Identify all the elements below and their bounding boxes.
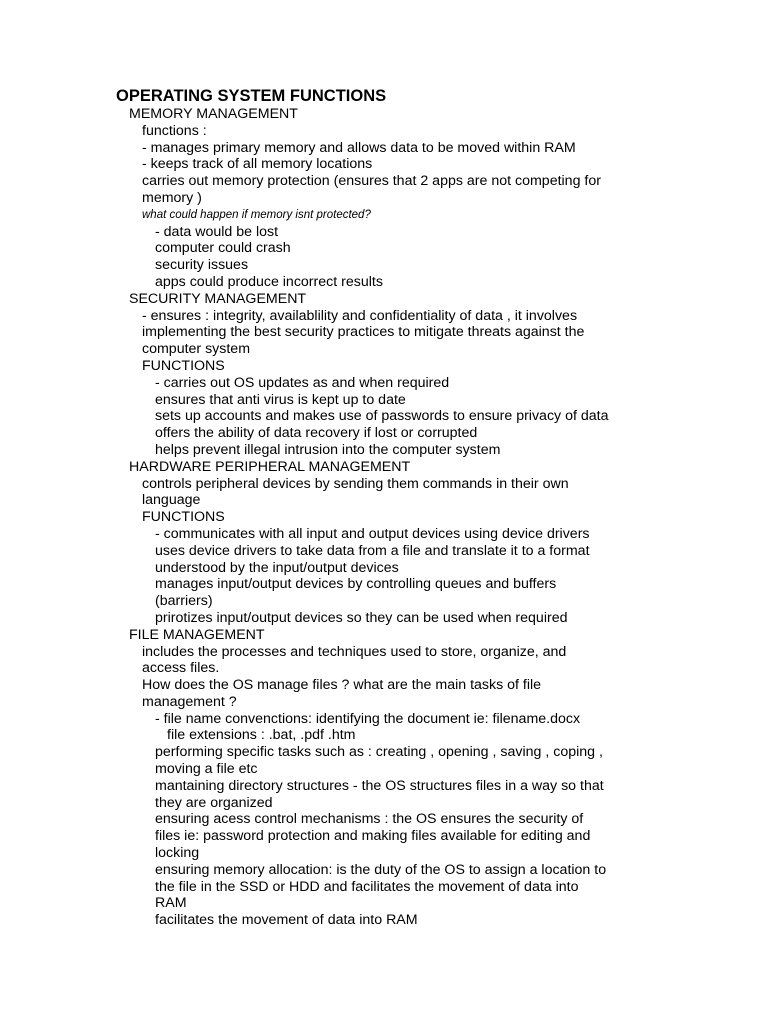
document-title: OPERATING SYSTEM FUNCTIONS bbox=[116, 87, 387, 105]
text-line: file extensions : .bat, .pdf .htm bbox=[167, 727, 356, 744]
text-line: - carries out OS updates as and when required bbox=[155, 374, 450, 391]
text-line: ensures that anti virus is kept up to date bbox=[155, 391, 406, 408]
text-line: locking bbox=[155, 845, 200, 862]
text-line: (barriers) bbox=[155, 593, 213, 610]
text-line: - keeps track of all memory locations bbox=[142, 156, 373, 173]
text-line: includes the processes and techniques used to store, organize, and bbox=[142, 643, 567, 660]
text-line: FUNCTIONS bbox=[142, 357, 225, 374]
text-line: manages input/output devices by controlling queues and buffers bbox=[155, 576, 557, 593]
text-line: - data would be lost bbox=[155, 223, 279, 240]
text-line: facilitates the movement of data into RAM bbox=[155, 912, 418, 929]
text-line: they are organized bbox=[155, 794, 273, 811]
text-line: access files. bbox=[142, 660, 220, 677]
text-line: - ensures : integrity, availablility and confidentiality of data , it involves bbox=[142, 307, 578, 324]
text-line: uses device drivers to take data from a file and translate it to a format bbox=[155, 542, 590, 559]
text-line: controls peripheral devices by sending them commands in their own bbox=[142, 475, 569, 492]
note-line: what could happen if memory isnt protected? bbox=[142, 208, 371, 221]
text-line: mantaining directory structures - the OS structures files in a way so that bbox=[155, 777, 604, 794]
text-line: computer system bbox=[142, 341, 251, 358]
text-line: language bbox=[142, 492, 201, 509]
text-line: files ie: password protection and making files available for editing and bbox=[155, 828, 591, 845]
text-line: RAM bbox=[155, 895, 187, 912]
section-heading: FILE MANAGEMENT bbox=[129, 626, 265, 643]
text-line: - manages primary memory and allows data to be moved within RAM bbox=[142, 139, 576, 156]
text-line: - communicates with all input and output devices using device drivers bbox=[155, 525, 590, 542]
section-heading: SECURITY MANAGEMENT bbox=[129, 290, 307, 307]
text-line: helps prevent illegal intrusion into the computer system bbox=[155, 441, 501, 458]
text-line: management ? bbox=[142, 693, 237, 710]
text-line: sets up accounts and makes use of passwords to ensure privacy of data bbox=[155, 408, 609, 425]
text-line: memory ) bbox=[142, 189, 202, 206]
text-line: How does the OS manage files ? what are the main tasks of file bbox=[142, 677, 542, 694]
text-line: ensuring memory allocation: is the duty of the OS to assign a location to bbox=[155, 861, 607, 878]
text-line: ensuring acess control mechanisms : the OS ensures the security of bbox=[155, 811, 584, 828]
text-line: performing specific tasks such as : creating , opening , saving , coping , bbox=[155, 744, 603, 761]
section-heading: MEMORY MANAGEMENT bbox=[129, 106, 298, 122]
text-line: the file in the SSD or HDD and facilitates the movement of data into bbox=[155, 878, 579, 895]
section-heading: HARDWARE PERIPHERAL MANAGEMENT bbox=[129, 458, 411, 475]
text-line: computer could crash bbox=[155, 240, 291, 257]
text-line: functions : bbox=[142, 122, 207, 139]
text-line: moving a file etc bbox=[155, 761, 258, 778]
text-line: understood by the input/output devices bbox=[155, 559, 399, 576]
text-line: offers the ability of data recovery if lost or corrupted bbox=[155, 425, 478, 442]
text-line: implementing the best security practices to mitigate threats against the bbox=[142, 324, 585, 341]
text-line: - file name convenctions: identifying the document ie: filename.docx bbox=[155, 710, 581, 727]
text-line: security issues bbox=[155, 257, 249, 274]
text-line: FUNCTIONS bbox=[142, 509, 225, 526]
document-body bbox=[0, 106, 768, 929]
text-line: apps could produce incorrect results bbox=[155, 273, 383, 290]
text-line: carries out memory protection (ensures that 2 apps are not competing for bbox=[142, 173, 601, 190]
text-line: prirotizes input/output devices so they can be used when required bbox=[155, 609, 568, 626]
